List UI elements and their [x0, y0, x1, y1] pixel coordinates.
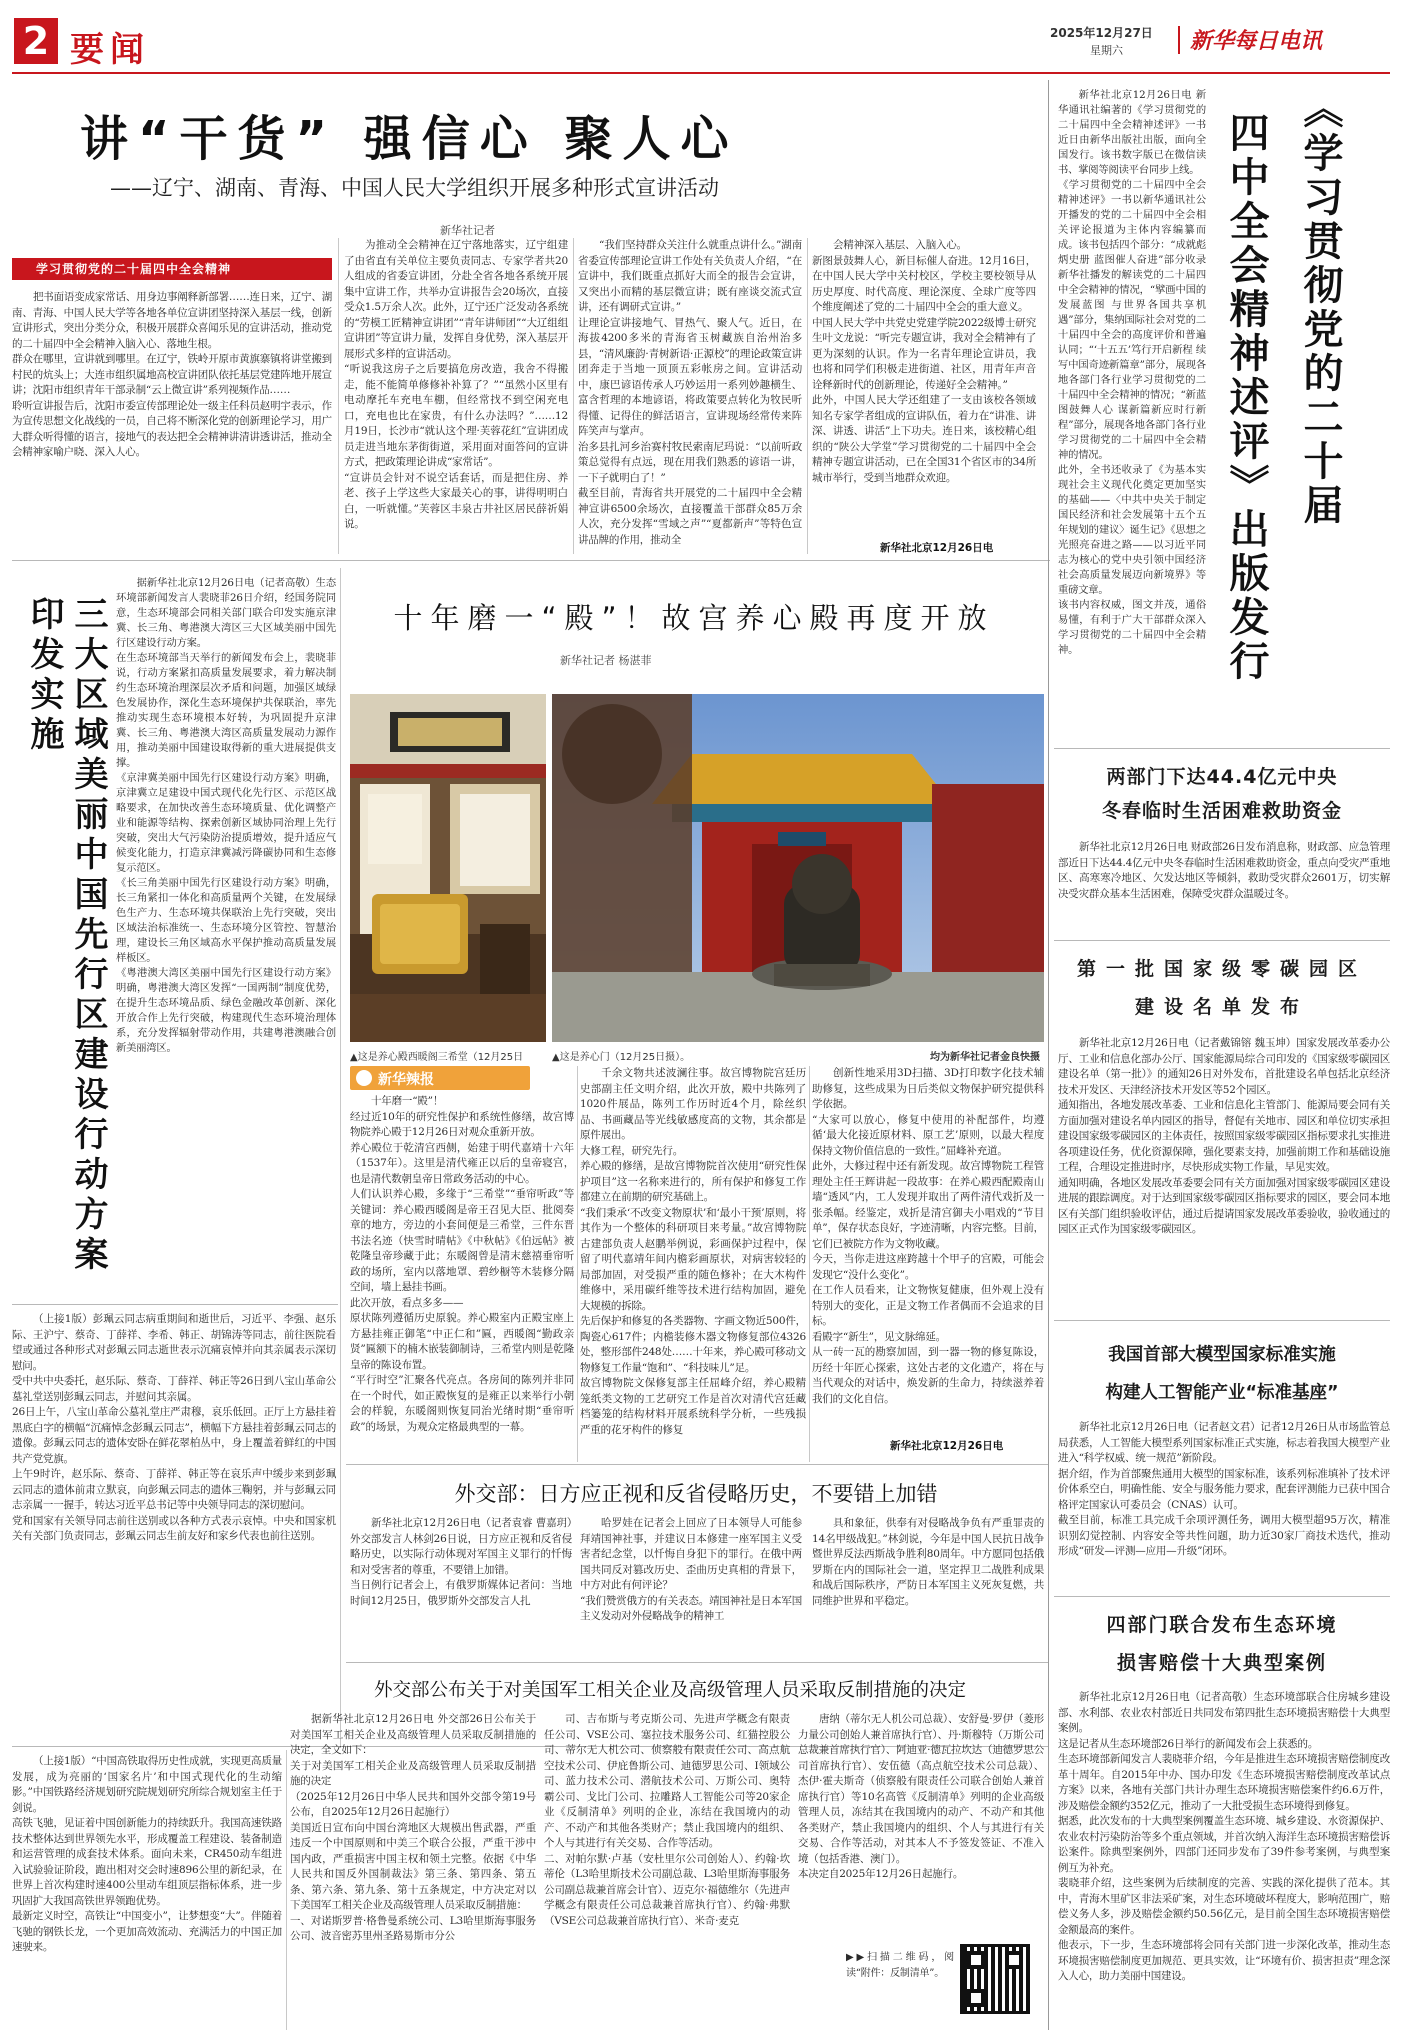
- jump-story-2: （上接1版）“中国高铁取得历史性成就，实现更高质量发展，成为亮丽的‘国家名片’和中国式现代化的生动缩影。”中国铁路经济规划研究院规划研究所综合规划室主任于剑说。 高铁飞驰，见证着中国创新能力的持续跃升。我国高速铁路技术整体达到世界领先水平，形成覆盖工程建设、装备制造和运营管理的成套技术体系。面向未来，CR450动车组进入试验验证阶段，跑出相对交会时速896公里的新纪录，在世界上首次构建时速400公里动车组顶层指标体系，进一步巩固扩大我国高铁世界领跑优势。 最新定义时空，高铁让“中国变小”，让梦想变“大”。伴随着飞驰的钢铁长龙，一个更加高效流动、充满活力的中国正加速驶来。: [12, 1755, 282, 1953]
- pilot-zone-headline: 三大区域美丽中国先行区建设行动方案印发实施: [24, 596, 108, 1276]
- photo-sanxi-hall: [350, 694, 546, 1042]
- lead-headline: 讲“干货” 强信心 聚人心: [80, 111, 739, 167]
- divider: [1054, 748, 1390, 749]
- mfa-countermeasure-col-1: 据新华社北京12月26日电 外交部26日公布关于对美国军工相关企业及高级管理人员采取反制措施的决定，全文如下： 关于对美国军工相关企业及高级管理人员采取反制措施的决定 （2025年12月26日中华人民共和国外交部令第19号公布，自2025年12月26日起施行） 美国近日宣布向中国台湾地区大规模出售武器，严重违反一个中国原则和中美三个联合公报，严重干涉中国内政，严重损害中国主权和领土完整。依据《中华人民共和国反外国制裁法》第三条、第四条、第五条、第六条、第九条、第十五条规定，中方决定对以下美国军工相关企业及高级管理人员采取反制措施： 一、对诺斯罗普·格鲁曼系统公司、L3哈里斯海事服务公司、波音密苏里州圣路易斯市分公: [290, 1713, 536, 1942]
- divider: [346, 1662, 1048, 1663]
- divider: [1054, 1320, 1390, 1321]
- brief-headline-zero-carbon: 第一批国家级零碳园区 建设名单发布: [1076, 958, 1367, 1018]
- issue-weekday: 星期六: [1090, 44, 1123, 57]
- book-story-headline-right: 《学习贯彻党的二十届: [1297, 88, 1343, 528]
- divider: [12, 560, 1050, 561]
- divider: [577, 1066, 578, 1462]
- divider: [286, 1750, 287, 2030]
- brief-headline-eco-damage: 四部门联合发布生态环境 损害赔偿十大典型案例: [1106, 1614, 1338, 1674]
- mfa-japan-col-1: 新华社北京12月26日电（记者袁睿 曹嘉玥）外交部发言人林剑26日说，日方应正视和反省侵略历史，以实际行动体现对军国主义罪行的忏悔和对受害者的尊重，不要错上加错。 当日例行记者会上，有俄罗斯媒体记者问：当地时间12月25日，俄罗斯外交部发言人扎: [350, 1517, 572, 1607]
- badge-label: 新华辣报: [378, 1072, 434, 1088]
- lead-col-2: 为推动全会精神在辽宁落地落实，辽宁组建了由省直有关单位主要负责同志、专家学者共20人组成的省委宣讲团，分赴全省各地各系统开展集中宣讲工作，共举办宣讲报告会20场次，直接受众1.5万余人次。此外，辽宁还广泛发动各系统的“劳模工匠精神宣讲团”“青年讲师团”“大辽组组宣讲团”等宣讲力量，发挥自身优势，深入基层开展形式多样的宣讲活动。 “听说我这房子之后要搞危房改造，我舍不得搬走，能不能简单修修补补算了？”“虽然小区里有电动摩托车充电车棚，但经常找不到空闲充电口，充电也比在家贵，有什么办法吗？”……12月19日，长沙市“就认这个理·芙蓉花红”宣讲团成员走进当地东茅街街道，采用面对面答问的宣讲方式，把政策理论讲成“家常话”。 “宣讲员会针对不说空话套话，而是把住房、养老、孩子上学这些大家最关心的事，讲得明明白白，一听就懂。”芙蓉区丰泉古井社区居民薛祈娟说。: [344, 239, 568, 530]
- qr-code[interactable]: [960, 1944, 1030, 2014]
- yangxin-gate-illustration: [552, 694, 1044, 1042]
- palace-col-2: 千余文物共述波澜往事。故宫博物院宫廷历史部副主任文明介绍，此次开放，殿中共陈列了1020件展品，陈列工作历时近4个月，除丝织品、书画藏品等光线敏感度高的文物，其余都是原件展出。 大修工程，研究先行。 养心殿的修缮，是故宫博物院首次使用“研究性保护项目”这一名称来进行的，所有保护和修复工作都建立在前期的研究基础上。 “我们秉承‘不改变文物原状’和‘最小干预’原则，将其作为一个整体的科研项目来考量。”故宫博物院古建部负责人赵鹏举例说，彩画保护过程中，保留了明代嘉靖年间内檐彩画原状，对病害较轻的局部加固，对受损严重的随色修补；在大木构件维修中，采用碳纤维等技术进行结构加固，避免大规模的拆除。 先后保护和修复的各类器物、字画文物近500件，陶瓷心617件；内檐装修木器文物修复部位4326处，整形部件248处……十年来，养心殿可移动文物修复工作量“饱和”、“科技味儿”足。 故宫博物院文保修复部主任屈峰介绍，养心殿精笼纸类文物的工艺研究工作是首次对清代宫廷藏档篓笼的结构材料开展系统科学分析，一些残损严重的花牙构件的修复: [580, 1067, 806, 1436]
- brief-body-eco-damage: 新华社北京12月26日电（记者高敬）生态环境部联合住房城乡建设部、水利部、农业农村部近日共同发布第四批生态环境损害赔偿十大典型案例。 这是记者从生态环境部26日举行的新闻发布会上获悉的。 生态环境部新闻发言人裴晓菲介绍，今年是推进生态环境损害赔偿制度改革十周年。自2015年中办、国办印发《生态环境损害赔偿制度改革试点方案》以来，各地有关部门共计办理生态环境损害赔偿案件约6.6万件，涉及赔偿金额约352亿元，推动了一大批受损生态环境得到修复。 据悉，此次发布的十大典型案例覆盖生态环境、城乡建设、水资源保护、农业农村污染防治等多个重点领域，并首次纳入海洋生态环境损害赔偿诉讼案件。除典型案例外，四部门还同步发布了39件参考案例，与典型案例互为补充。 裴晓菲介绍，这些案例为后续制度的完善、实践的深化提供了范本。其中，青海木里矿区非法采矿案，对生态环境破坏程度大，影响范围广，赔偿义务人多，涉及赔偿金额约50.56亿元，是目前全国生态环境损害赔偿金额最高的案件。 他表示，下一步，生态环境部将会同有关部门进一步深化改革，推动生态环境损害赔偿制度更加规范、更具实效，让“环境有价、损害担责”理念深入人心，助力美丽中国建设。: [1058, 1691, 1390, 1982]
- divider: [1048, 80, 1049, 2030]
- lead-col-4: 会精神深入基层、入脑入心。 新图景鼓舞人心，新目标催人奋进。12月16日，在中国人民大学中关村校区，学校主要校领导从历史厚度、时代高度、理论深度、全球广度等四个维度阐述了党的二十届四中全会的重大意义。 中国人民大学中共党史党建学院2022级博士研究生叶文龙说：“听完专题宣讲，我对全会精神有了更为深刻的认识。作为一名青年理论宣讲员，我也将和同学们积极走进街道、社区，用青年声音诠释新时代的创新理论，传递好全会精神。” 此外，中国人民大学还组建了一支由该校各领域知名专家学者组成的宣讲队伍，着力在“讲准、讲深、讲透、讲活”上下功夫。连日来，该校精心组织的“陕公大学堂”学习贯彻党的二十届四中全会精神专题宣讲活动，已在全国31个省区市的34所城市举行，受到当地群众欢迎。: [812, 239, 1036, 484]
- divider: [340, 568, 341, 1748]
- masthead: [0, 0, 1401, 70]
- sanxi-hall-illustration: [350, 694, 546, 1042]
- xinhua-special-badge: [350, 1066, 530, 1090]
- brief-headline-relief-fund: 两部门下达44.4亿元中央 冬春临时生活困难救助资金: [1101, 766, 1342, 822]
- brief-body-zero-carbon: 新华社北京12月26日电（记者戴锦镕 魏玉坤）国家发展改革委办公厅、工业和信息化部办公厅、国家能源局综合司印发的《国家级零碳园区建设名单（第一批）》的通知26日对外发布，首批建设名单包括北京经济技术开发区、天津经济技术开发区等52个园区。 通知指出，各地发展改革委、工业和信息化主管部门、能源局要会同有关方面加强对建设名单内园区的指导，督促有关地市、园区和单位切实承担建设国家级零碳园区的主体责任，按照国家级零碳园区指标要求扎实推进各项建设任务，优化资源保障，强化要素支持，加强前期工作和基础设施工程，合理设定推进时序，尽快形成实物工作量，早见实效。 通知明确，各地区发展改革委要会同有关方面加强对国家级零碳园区建设进展的跟踪调度。对于达到国家级零碳园区指标要求的园区，要会同本地区有关部门组织验收评估，通过后提请国家发展改革委验收，验收通过的园区正式作为国家级零碳园区。: [1058, 1037, 1390, 1235]
- page-number: 2: [14, 18, 58, 64]
- divider: [1054, 1596, 1390, 1597]
- palace-dateline: 新华社北京12月26日电: [890, 1440, 1004, 1452]
- jump-story-1: （上接1版）彭珮云同志病重期间和逝世后，习近平、李强、赵乐际、王沪宁、蔡奇、丁薛祥、李希、韩正、胡锦涛等同志，前往医院看望或通过各种形式对彭珮云同志逝世表示沉痛哀悼并向其亲属表示深切慰问。 受中共中央委托，赵乐际、蔡奇、丁薛祥、韩正等26日到八宝山革命公墓礼堂送别彭珮云同志，并慰问其亲属。 26日上午，八宝山革命公墓礼堂庄严肃穆，哀乐低回。正厅上方悬挂着黑底白字的横幅“沉痛悼念彭珮云同志”，横幅下方悬挂着彭珮云同志的遗像。彭珮云同志的遗体安卧在鲜花翠柏丛中，身上覆盖着鲜红的中国共产党党旗。 上午9时许，赵乐际、蔡奇、丁薛祥、韩正等在哀乐声中缓步来到彭珮云同志的遗体前肃立默哀，向彭珮云同志的遗体三鞠躬，并与彭珮云同志亲属一一握手，转达习近平总书记等中央领导同志的深切慰问。 党和国家有关领导同志前往送别或以各种方式表示哀悼。中央和国家机关有关部门负责同志，彭珮云同志生前友好和家乡代表也前往送别。: [12, 1313, 336, 1542]
- mfa-countermeasure-col-2: 司、吉布斯与考克斯公司、先进声学概念有限责任公司、VSE公司、塞拉技术服务公司、红猫控股公司、蒂尔无人机公司、侦察般有限责任公司、高点航空技术公司、伊庇鲁斯公司、迪德罗思公司、I领域公司、蓝力技术公司、潜航技术公司、万斯公司、奥特霸公司、戈比门公司、拉雕路人工智能公司等20家企业《反制清单》列明的企业，冻结在我国境内的动产、不动产和其他各类财产；禁止我国境内的组织、个人与其进行有关交易、合作等活动。 二、对帕尔默·卢基（安杜里尔公司创始人）、约翰·坎蒂伦（L3哈里斯技术公司副总裁、L3哈里斯海事服务公司副总裁兼首席会计官）、迈克尔·福德维尔（先进声学概念有限责任公司总裁兼首席执行官）、约翰·弗默（VSE公司总裁兼首席执行官）、米奇·麦克: [544, 1713, 790, 1927]
- brief-headline-ai-standard: 我国首部大模型国家标准实施 构建人工智能产业“标准基座”: [1105, 1345, 1339, 1403]
- photo-caption-left: ▲这是养心殿西暖阁三希堂（12月25日: [350, 1052, 524, 1063]
- divider: [809, 1066, 810, 1462]
- badge-icon: [356, 1070, 372, 1086]
- masthead-rule: [12, 72, 1390, 74]
- lead-byline: 新华社记者: [440, 224, 495, 237]
- divider: [12, 1304, 338, 1305]
- divider: [346, 1464, 1048, 1465]
- brief-body-relief-fund: 新华社北京12月26日电 财政部26日发布消息称，财政部、应急管理部近日下达44.4亿元中央冬春临时生活困难救助资金，重点向受灾严重地区、高寒寒冷地区、欠发达地区等倾斜，救助受灾群众2601万，切实解决受灾群众基本生活困难，保障受灾群众温暖过冬。: [1058, 841, 1390, 900]
- palace-col-1: 十年磨一“殿”！ 经过近10年的研究性保护和系统性修缮，故宫博物院养心殿于12月26日对观众重新开放。 养心殿位于乾清宫西侧，始建于明代嘉靖十六年（1537年）。这里是清代雍正以后的皇帝寝宫，也是清代数朝皇帝日常政务活动的中心。 人们认识养心殿，多缘于“三希堂”“垂帘听政”等关键词：养心殿西暖阁是帝王召见大臣、批阅奏章的地方，旁边的小套间便是三希堂，三件东晋书法名迹（快雪时晴帖》《中秋帖》《伯远帖》被乾隆皇帝珍藏于此；东暖阁曾是清末慈禧垂帘听政的场所，室内以落地罩、碧纱橱等木装修分隔空间，墙上悬挂书画。 此次开放，看点多多—— 原状陈列遵循历史原貌。养心殿室内正殿宝座上方悬挂雍正御笔“中正仁和”匾，西暖阁“勤政亲贤”匾额下的楠木嵌装御制诗，三希堂内则是乾隆皇帝的陈设布置。 “平行时空”汇聚各代亮点。各房间的陈列并非同在一个时代，如正殿恢复的是雍正以来举行小朝会的样貌，东暖阁则恢复同治光绪时期“垂帘听政”的场景，为观众定格最典型的一幕。: [350, 1095, 574, 1433]
- section-title: 要闻: [70, 30, 150, 70]
- mfa-japan-headline: 外交部：日方应正视和反省侵略历史，不要错上加错: [454, 1482, 938, 1506]
- pilot-zone-body: 据新华社北京12月26日电（记者高敬）生态环境部新闻发言人裴晓菲26日介绍，经国务院同意，生态环境部会同相关部门联合印发实施京津冀、长三角、粤港澳大湾区三大区域美丽中国先行区建设行动方案。 在生态环境部当天举行的新闻发布会上，裴晓菲说，行动方案紧扣高质量发展要求，着力解决制约生态环境治理深层次矛盾和问题，加强区域绿色发展协作，深化生态环境保护共保联治，率先推动实现生态环境根本好转，为巩固提升京津冀、长三角、粤港澳大湾区高质量发展动力源作用，推动美丽中国建设取得新的重大进展提供支撑。 《京津冀美丽中国先行区建设行动方案》明确，京津冀立足建设中国式现代化先行区、示范区战略要求，在加快改善生态环境质量、优化调整产业和能源等结构、探索创新区域协同治理上先行突破，突出大气污染防治提质增效，提升适应气候变化能力，打造京津冀减污降碳协同和生态修复示范区。 《长三角美丽中国先行区建设行动方案》明确，长三角紧扣一体化和高质量两个关键，在发展绿色生产力、生态环境共保联治上先行突破，突出区域法治标准统一、生态环境分区管控、智慧治理，建设长三角区域高水平保护推动高质量发展样板区。 《粤港澳大湾区美丽中国先行区建设行动方案》明确，粤港澳大湾区发挥“一国两制”制度优势，在提升生态环境品质、绿色金融改革创新、深化开放合作上先行突破，构建现代生态环境治理体系，充分发挥辐射带动作用，共建粤港澳融合创新美丽湾区。: [116, 577, 336, 1054]
- qr-caption: ▶▶扫描二维码，阅读“附件：反制清单”。: [846, 1952, 954, 1979]
- mfa-countermeasure-col-3: 唐纳（蒂尔无人机公司总裁）、安舒曼·罗伊（菱形力量公司创始人兼首席执行官）、丹·斯穆特（万斯公司总裁兼首席执行官）、阿迪亚·德瓦拉坎达（迪德罗思公司首席执行官）、安伍德（高点航空技术公司总裁）、杰伊·霍夫斯奇（侦察般有限责任公司联合创始人兼首席执行官）等10名高管《反制清单》列明的企业高级管理人员，冻结其在我国境内的动产、不动产和其他各类财产，禁止我国境内的组织、个人与其进行有关交易、合作等活动，对其本人不予签发签证、不准入境（包括香港、澳门）。 本决定自2025年12月26日起施行。: [798, 1713, 1044, 1880]
- lead-col-1: 把书面语变成家常话、用身边事阐释新部署……连日来，辽宁、湖南、青海、中国人民大学等各地各单位宣讲团坚持深入基层一线，创新宣讲形式，突出分类分众，积极开展群众喜闻乐见的宣讲活动，推动党的二十届四中全会精神入脑入心、落地生根。 群众在哪里，宣讲就到哪里。在辽宁，铁岭开原市黄旗寨镇将讲堂搬到村民的炕头上；大连市组织属地高校宣讲团队依托基层党建阵地开展宣讲；沈阳市组织青年干部录制“云上微宣讲”系列视频作品…… 聆听宣讲报告后，沈阳市委宣传部理论处一级主任科员赵明宇表示，作为宣传思想文化战线的一员，自己将不断深化党的创新理论学习，用广大群众听得懂的语言，接地气的表达把全会精神讲清讲透讲活，推动全会精神家喻户晓、深入人心。: [12, 291, 332, 458]
- mfa-japan-col-2: 哈罗娃在记者会上回应了日本领导人可能参拜靖国神社事，并建议日本修建一座军国主义受害者纪念堂，以忏悔自身犯下的罪行。在俄中两国共同反对篡改历史、歪曲历史真相的背景下，中方对此有何评论？ “我们赞赏俄方的有关表态。靖国神社是日本军国主义发动对外侵略战争的精神工: [580, 1517, 802, 1622]
- photo-yangxin-gate: [552, 694, 1044, 1042]
- photo-credit: 均为新华社记者金良快摄: [930, 1052, 1040, 1063]
- issue-date: 2025年12月27日: [1050, 26, 1153, 40]
- palace-col-3: 创新性地采用3D扫描、3D打印数字化技术辅助修复，这些成果为日后类似文物保护研究提供科学依据。 “大家可以放心，修复中使用的补配部件，均遵循‘最大化接近原材料、原工艺’原则，以最大程度保持文物价值信息的一致性。”屈峰补充道。 此外，大修过程中还有新发现。故宫博物院工程管理处主任王辉讲起一段故事：在养心殿西配殿南山墙“透风”内，工人发现并取出了两件清代戏折及一张杀幅。经鉴定，戏折是清宫御夫小唱戏的“节目单”，保存状态良好，字迹清晰，内容完整。目前，它们已被院方作为文物收藏。 今天，当你走进这座跨越十个甲子的宫殿，可能会发现它“没什么变化”。 在工作人员看来，让文物恢复健康，但外观上没有特别大的变化，正是文物工作者偶而不会追求的目标。 看殿字“新生”，见文脉绵延。 从一砖一瓦的勘察加固，到一器一物的修复陈设，历经十年匠心探索，这处古老的文化遗产，将在与当代观众的对话中，焕发新的生命力，持续滋养着我们的文化自信。: [812, 1067, 1044, 1405]
- mfa-countermeasure-headline: 外交部公布关于对美国军工相关企业及高级管理人员采取反制措施的决定: [373, 1680, 966, 1701]
- lead-dateline: 新华社北京12月26日电: [880, 542, 994, 554]
- book-story-headline-left: 四中全会精神述评》出版发行: [1223, 112, 1269, 684]
- brand-logo: 新华每日电讯: [1190, 28, 1323, 54]
- mfa-japan-col-3: 具和象征，供奉有对侵略战争负有严重罪责的14名甲级战犯。”林剑说，今年是中国人民抗日战争暨世界反法西斯战争胜利80周年。中方愿同包括俄罗斯在内的国际社会一道，坚定捍卫二战胜利成果和战后国际秩序，严防日本军国主义死灰复燃，共同维护世界和平稳定。: [812, 1517, 1044, 1607]
- photo-caption-right: ▲这是养心门（12月25日摄）。: [552, 1052, 691, 1063]
- lead-topic-tag: 学习贯彻党的二十届四中全会精神: [12, 258, 332, 280]
- divider: [573, 238, 574, 554]
- palace-headline: 十年磨一“殿”！故宫养心殿再度开放: [393, 601, 995, 635]
- divider: [807, 238, 808, 554]
- divider: [1054, 940, 1390, 941]
- lead-col-3: “我们坚持群众关注什么就重点讲什么。”湖南省委宣传部理论宣讲工作处有关负责人介绍，“在宣讲中，我们既重点抓好大而全的报告会宣讲，又突出小而精的基层微宣讲；既有座谈交流式宣讲，还有调研式宣讲。” 让理论宣讲接地气、冒热气、聚人气。近日，在海拔4200多米的青海省玉树藏族自治州治多县，“清风廉韵·青树新语·正源校”的理论政策宣讲团奔走于当地一顶顶五彩帐房之间。宣讲活动中，康巴谚语传承人巧妙运用一系列妙趣横生、富含哲理的本地谚语，将政策要点转化为牧民听得懂、记得住的鲜活语言，宣讲现场经常传来阵阵笑声与掌声。 治多县扎河乡治赛村牧民索南尼玛说：“以前听政策总觉得有点远，现在用我们熟悉的谚语一讲，一下子就明白了！” 截至目前，青海省共开展党的二十届四中全会精神宣讲6500余场次，直接覆盖干部群众85万余人次，充分发挥“雪域之声”“夏都新声”等特色宣讲品牌的作用，推动全: [578, 239, 802, 546]
- divider: [338, 238, 339, 554]
- palace-byline: 新华社记者 杨湛菲: [560, 654, 652, 667]
- lead-subtitle: ——辽宁、湖南、青海、中国人民大学组织开展多种形式宣讲活动: [110, 176, 719, 200]
- book-story-body: 新华社北京12月26日电 新华通讯社编著的《学习贯彻党的二十届四中全会精神述评》一书近日由新华出版社出版，面向全国发行。该书数字版已在微信读书、掌阅等阅读平台同步上线。 《学习贯彻党的二十届四中全会精神述评》一书以新华通讯社公开播发的党的二十届四中全会相关评论报道为主体内容编纂而成。该书包括四个部分：“成就彪炳史册 蓝图催人奋进”部分收录新华社播发的解读党的二十届四中全会精神的情况，“擘画中国的发展蓝图 与世界各国共享机遇”部分，集纳国际社会对党的二十届四中全会的高度评价和普遍认同；“‘十五五’笃行开启新程 续写中国奇迹新篇章”部分，展现各地各部门各行业学习贯彻党的二十届四中全会精神的情况；“新蓝图鼓舞人心 谋新篇新应时行新程”部分，展现各地各部门各行业学习贯彻党的二十届四中全会精神的情况。 此外，全书还收录了《为基本实现社会主义现代化奠定更加坚实的基础——〈中共中央关于制定国民经济和社会发展第十五个五年规划的建议〉诞生记》《思想之光照亮奋进之路——以习近平同志为核心的党中央引领中国经济社会高质量发展迈向新境界》等重磅文章。 该书内容权威，图文并茂，通俗易懂，有利于广大干部群众深入学习贯彻党的二十届四中全会精神。: [1058, 89, 1206, 656]
- brief-body-ai-standard: 新华社北京12月26日电（记者赵文君）记者12月26日从市场监管总局获悉，人工智能大模型系列国家标准正式实施，标志着我国大模型产业进入“科学权威、统一规范”新阶段。 据介绍，作为首部聚焦通用大模型的国家标准，该系列标准填补了技术评价体系空白，明确性能、安全与服务能力要求，配套评测能力已获中国合格评定国家认可委员会（CNAS）认可。 截至目前，标准工具完成千余项评测任务，调用大模型超95万次，精准识别幻觉控制、内容安全等共性问题，助力近30家厂商技术迭代，推动形成“研发—评测—应用—升级”闭环。: [1058, 1421, 1390, 1557]
- header-divider: [1178, 26, 1180, 54]
